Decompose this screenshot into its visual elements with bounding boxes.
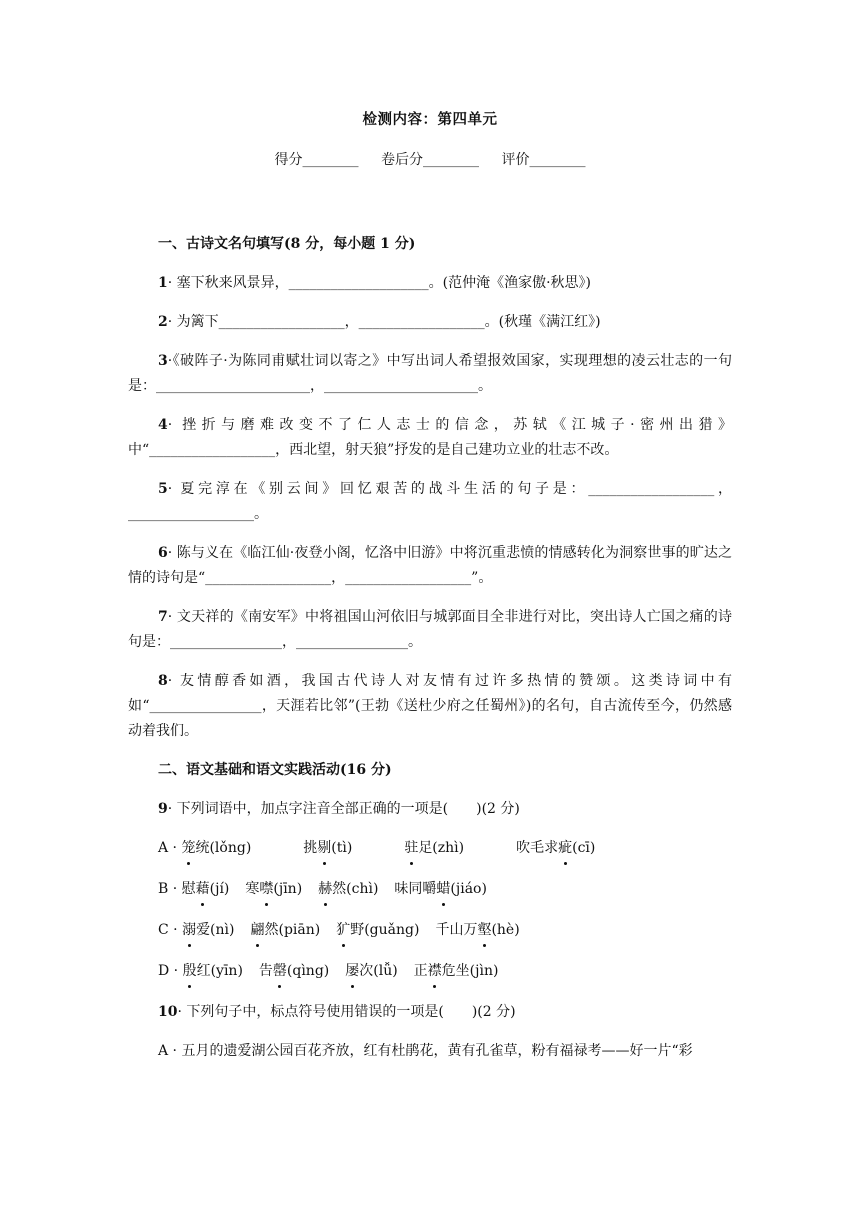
dotted-character: 藉 <box>196 877 210 902</box>
dotted-character: 屡 <box>345 959 359 984</box>
word-part: (jí) <box>209 881 230 897</box>
dotted-character: 襟 <box>428 959 442 984</box>
question-number: 10 <box>158 1004 178 1020</box>
page-title: 检测内容：第四单元 <box>362 111 498 128</box>
dotted-character: 翩 <box>250 918 264 943</box>
dotted-character: 剔 <box>317 836 331 861</box>
word-part: 爱(nì) <box>196 922 235 938</box>
word-part: (qìng) <box>286 963 330 979</box>
dotted-character: 蜡 <box>436 877 450 902</box>
word-part: 味同嚼 <box>394 881 437 897</box>
section-heading-1: 一、古诗文名句填写(8 分，每小题 1 分) <box>158 236 416 252</box>
word-part: 足(zhì) <box>418 840 465 856</box>
word-part: (hè) <box>491 922 520 938</box>
question-1 <box>128 271 732 296</box>
question-text: · 文天祥的《南安军》中将祖国山河依旧与城郭面目全非进行对比，突出诗人亡国之痛的诗句是：________________，________________。 <box>128 609 732 650</box>
question-7 <box>128 605 732 655</box>
option-word <box>318 877 378 902</box>
dotted-character: 犷 <box>336 918 350 943</box>
question-number: 5 <box>158 481 168 497</box>
word-part: 吹毛求 <box>516 840 559 856</box>
word-part: 统(lǒng) <box>195 840 252 856</box>
question-4 <box>128 413 732 463</box>
word-part: (cī) <box>572 840 596 856</box>
question-text: · 陈与义在《临江仙·夜登小阁，忆洛中旧游》中将沉重悲愤的情感转化为洞察世事的旷达之情的诗句是“__________________，__________________”。 <box>128 545 732 586</box>
question-number: 4 <box>158 417 168 433</box>
option-word <box>181 836 251 861</box>
option-word <box>414 959 499 984</box>
option-word <box>182 918 234 943</box>
question-number: 1 <box>158 275 168 291</box>
word-part: 危坐(jìn) <box>441 963 499 979</box>
option-word <box>182 877 230 902</box>
word-part: 寒 <box>245 881 260 897</box>
option-word <box>245 877 302 902</box>
question-text: · 夏完淳在《别云间》回忆艰苦的战斗生活的句子是：__________________，__________________。 <box>128 481 732 522</box>
option-9a <box>158 836 732 861</box>
section-heading-2: 二、语文基础和语文实践活动(16 分) <box>158 762 392 778</box>
question-10 <box>128 1000 732 1025</box>
dotted-character: 溺 <box>182 918 196 943</box>
option-word <box>303 836 352 861</box>
option-word <box>516 836 595 861</box>
question-9-options <box>128 836 732 984</box>
word-part: 挑 <box>303 840 318 856</box>
question-number: 8 <box>158 673 168 689</box>
exam-content <box>128 232 732 1078</box>
question-number: 9 <box>158 801 168 817</box>
dotted-character: 噤 <box>259 877 273 902</box>
option-9d <box>158 959 732 984</box>
option-word <box>250 918 320 943</box>
word-part: (jīn) <box>273 881 303 897</box>
option-word <box>345 959 397 984</box>
option-word <box>259 959 329 984</box>
question-3 <box>128 349 732 399</box>
question-number: 3 <box>158 353 168 369</box>
after-score-field: 卷后分________ <box>381 152 479 168</box>
word-part: (jiáo) <box>450 881 487 897</box>
word-part: 野(guǎng) <box>350 922 420 938</box>
section-1-questions <box>128 271 732 744</box>
score-line <box>0 149 860 169</box>
option-letter: C · <box>158 922 183 938</box>
dotted-character: 笼 <box>181 836 195 861</box>
word-part: 然(piān) <box>264 922 321 938</box>
option-letter: D · <box>158 963 183 979</box>
question-text: · 友情醇香如酒，我国古代诗人对友情有过许多热情的赞颂。这类诗词中有如“________________，天涯若比邻”(王勃《送杜少府之任蜀州》)的名句，自古流传至今，仍然感动着我们。 <box>128 673 732 739</box>
option-letter: A · <box>158 840 182 856</box>
question-text: · 下列词语中，加点字注音全部正确的一项是( )(2 分) <box>167 801 520 817</box>
option-word <box>435 918 519 943</box>
option-10a: A · 五月的遗爱湖公园百花齐放，红有杜鹃花，黄有孔雀草，粉有福禄考——好一片“彩 <box>158 1043 693 1059</box>
dotted-character: 疵 <box>558 836 572 861</box>
word-part: 次(lǚ) <box>359 963 398 979</box>
dotted-character: 赫 <box>318 877 332 902</box>
word-part: 红(yīn) <box>196 963 243 979</box>
word-part: 告 <box>258 963 273 979</box>
question-number: 6 <box>158 545 168 561</box>
word-part: (tì) <box>331 840 353 856</box>
question-text: ·《破阵子·为陈同甫赋壮词以寄之》中写出词人希望报效国家，实现理想的凌云壮志的一句是：______________________，______________________。 <box>128 353 732 394</box>
question-number: 7 <box>158 609 168 625</box>
word-part: 慰 <box>181 881 196 897</box>
option-9b <box>158 877 732 902</box>
question-text: · 下列句子中，标点符号使用错误的一项是( )(2 分) <box>177 1004 516 1020</box>
word-part: 千山万 <box>435 922 478 938</box>
question-6 <box>128 541 732 591</box>
evaluation-field: 评价________ <box>501 152 586 168</box>
option-word <box>336 918 419 943</box>
option-word <box>404 836 464 861</box>
dotted-character: 壑 <box>477 918 491 943</box>
option-9c <box>158 918 732 943</box>
question-9 <box>128 797 732 822</box>
question-text: · 挫折与磨难改变不了仁人志士的信念，苏轼《江城子·密州出猎》中“__________________，西北望，射天狼”抒发的是自己建功立业的壮志不改。 <box>128 417 732 458</box>
dotted-character: 罄 <box>273 959 287 984</box>
question-number: 2 <box>158 314 168 330</box>
score-field: 得分________ <box>274 152 359 168</box>
dotted-character: 殷 <box>183 959 197 984</box>
word-part: 正 <box>413 963 428 979</box>
option-word <box>394 877 487 902</box>
question-5 <box>128 477 732 527</box>
dotted-character: 驻 <box>404 836 418 861</box>
question-2 <box>128 310 732 335</box>
option-letter: B · <box>158 881 182 897</box>
option-word <box>183 959 243 984</box>
word-part: 然(chì) <box>332 881 379 897</box>
question-text: · 塞下秋来风景异，____________________。(范仲淹《渔家傲·秋思》) <box>167 275 592 291</box>
question-text: · 为篱下__________________，__________________。(秋瑾《满江红》) <box>167 314 601 330</box>
question-8 <box>128 669 732 744</box>
